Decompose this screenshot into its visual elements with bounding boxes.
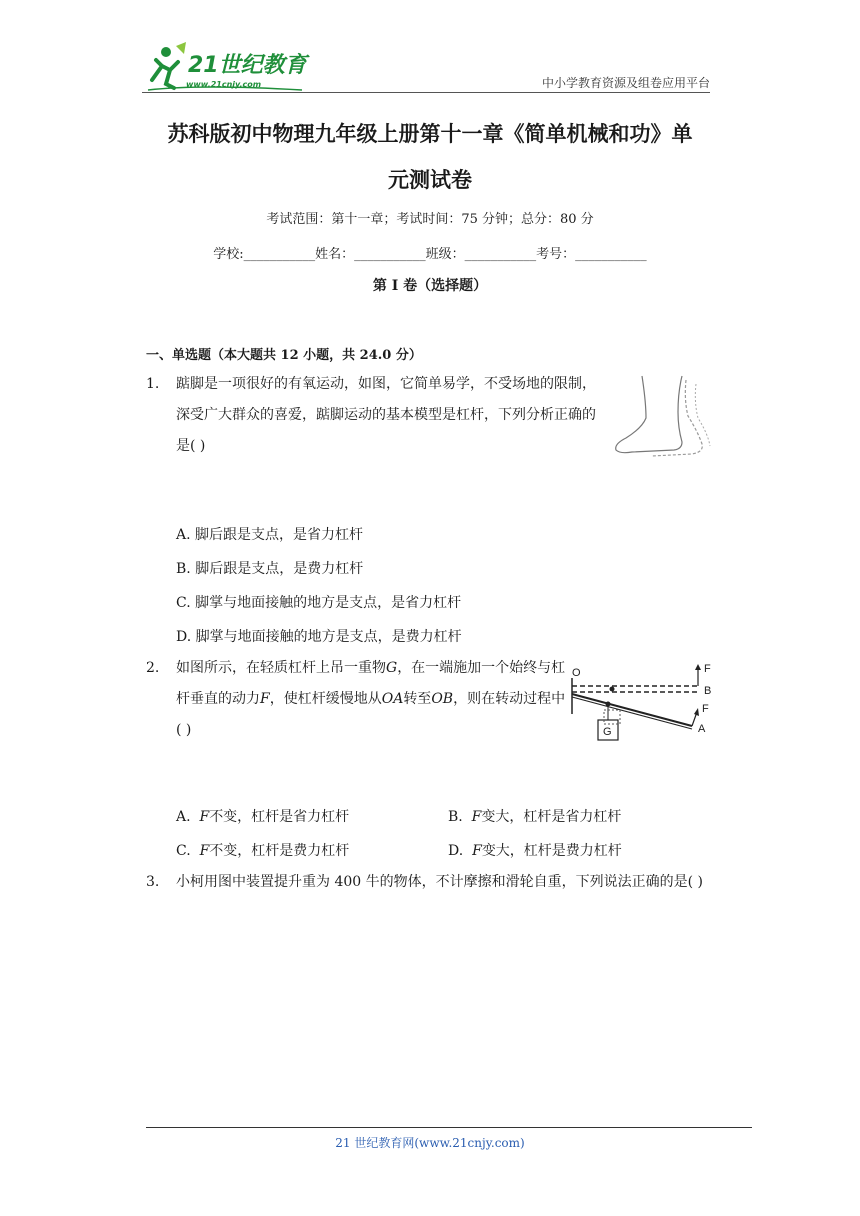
option-c: C. 脚掌与地面接触的地方是支点，是省力杠杆 <box>176 595 462 611</box>
lever-diagram <box>566 660 716 746</box>
question-number: 3. <box>146 874 160 890</box>
runner-icon <box>152 42 186 88</box>
option-a: A. F不变，杠杆是省力杠杆 <box>176 809 350 825</box>
question-text: 如图所示，在轻质杠杆上吊一重物G，在一端施加一个始终与杠杆垂直的动力F，使杠杆缓慢地从OA转至OB，则在转动过程中( ) <box>176 660 566 738</box>
option-b: B. 脚后跟是支点，是费力杠杆 <box>176 561 364 577</box>
option-d: D. F变大，杠杆是费力杠杆 <box>448 843 622 859</box>
foot-icon <box>612 372 722 458</box>
label-a: A <box>698 723 706 735</box>
brand-url: www.21cnjy.com <box>186 80 262 89</box>
question-number: 2. <box>146 660 160 676</box>
label-b: B <box>704 685 712 697</box>
label-o: O <box>572 667 581 679</box>
brand-name: 21世纪教育 <box>188 53 307 78</box>
header-platform-text: 中小学教育资源及组卷应用平台 <box>541 76 710 90</box>
label-f-top: F <box>704 663 711 675</box>
option-a: A. 脚后跟是支点，是省力杠杆 <box>176 527 364 543</box>
question-number: 1. <box>146 376 160 392</box>
option-d: D. 脚掌与地面接触的地方是支点，是费力杠杆 <box>176 629 462 645</box>
page-title-line2: 元测试卷 <box>388 167 472 192</box>
label-f-bottom: F <box>702 703 709 715</box>
student-info-fields: 学校:___________姓名：___________班级：___________考号：___________ <box>213 247 647 262</box>
header-divider <box>142 92 710 93</box>
footer-divider <box>146 1127 752 1128</box>
exam-info: 考试范围：第十一章；考试时间：75 分钟；总分：80 分 <box>266 212 594 227</box>
question-text: 小柯用图中装置提升重为 400 牛的物体，不计摩擦和滑轮自重，下列说法正确的是( ) <box>176 874 703 890</box>
page-title-line1: 苏科版初中物理九年级上册第十一章《简单机械和功》单 <box>167 121 693 146</box>
option-c: C. F不变，杠杆是费力杠杆 <box>176 843 350 859</box>
label-g: G <box>603 726 612 738</box>
footer-text: 21 世纪教育网(www.21cnjy.com) <box>335 1136 525 1150</box>
section-heading: 一、单选题（本大题共 12 小题，共 24.0 分） <box>146 348 422 363</box>
volume-title: 第 I 卷（选择题） <box>372 278 488 294</box>
question-text: 踮脚是一项很好的有氧运动，如图，它简单易学，不受场地的限制，深受广大群众的喜爱，踮脚运动的基本模型是杠杆，下列分析正确的是( ) <box>176 376 596 454</box>
option-b: B. F变大，杠杆是省力杠杆 <box>448 809 622 825</box>
